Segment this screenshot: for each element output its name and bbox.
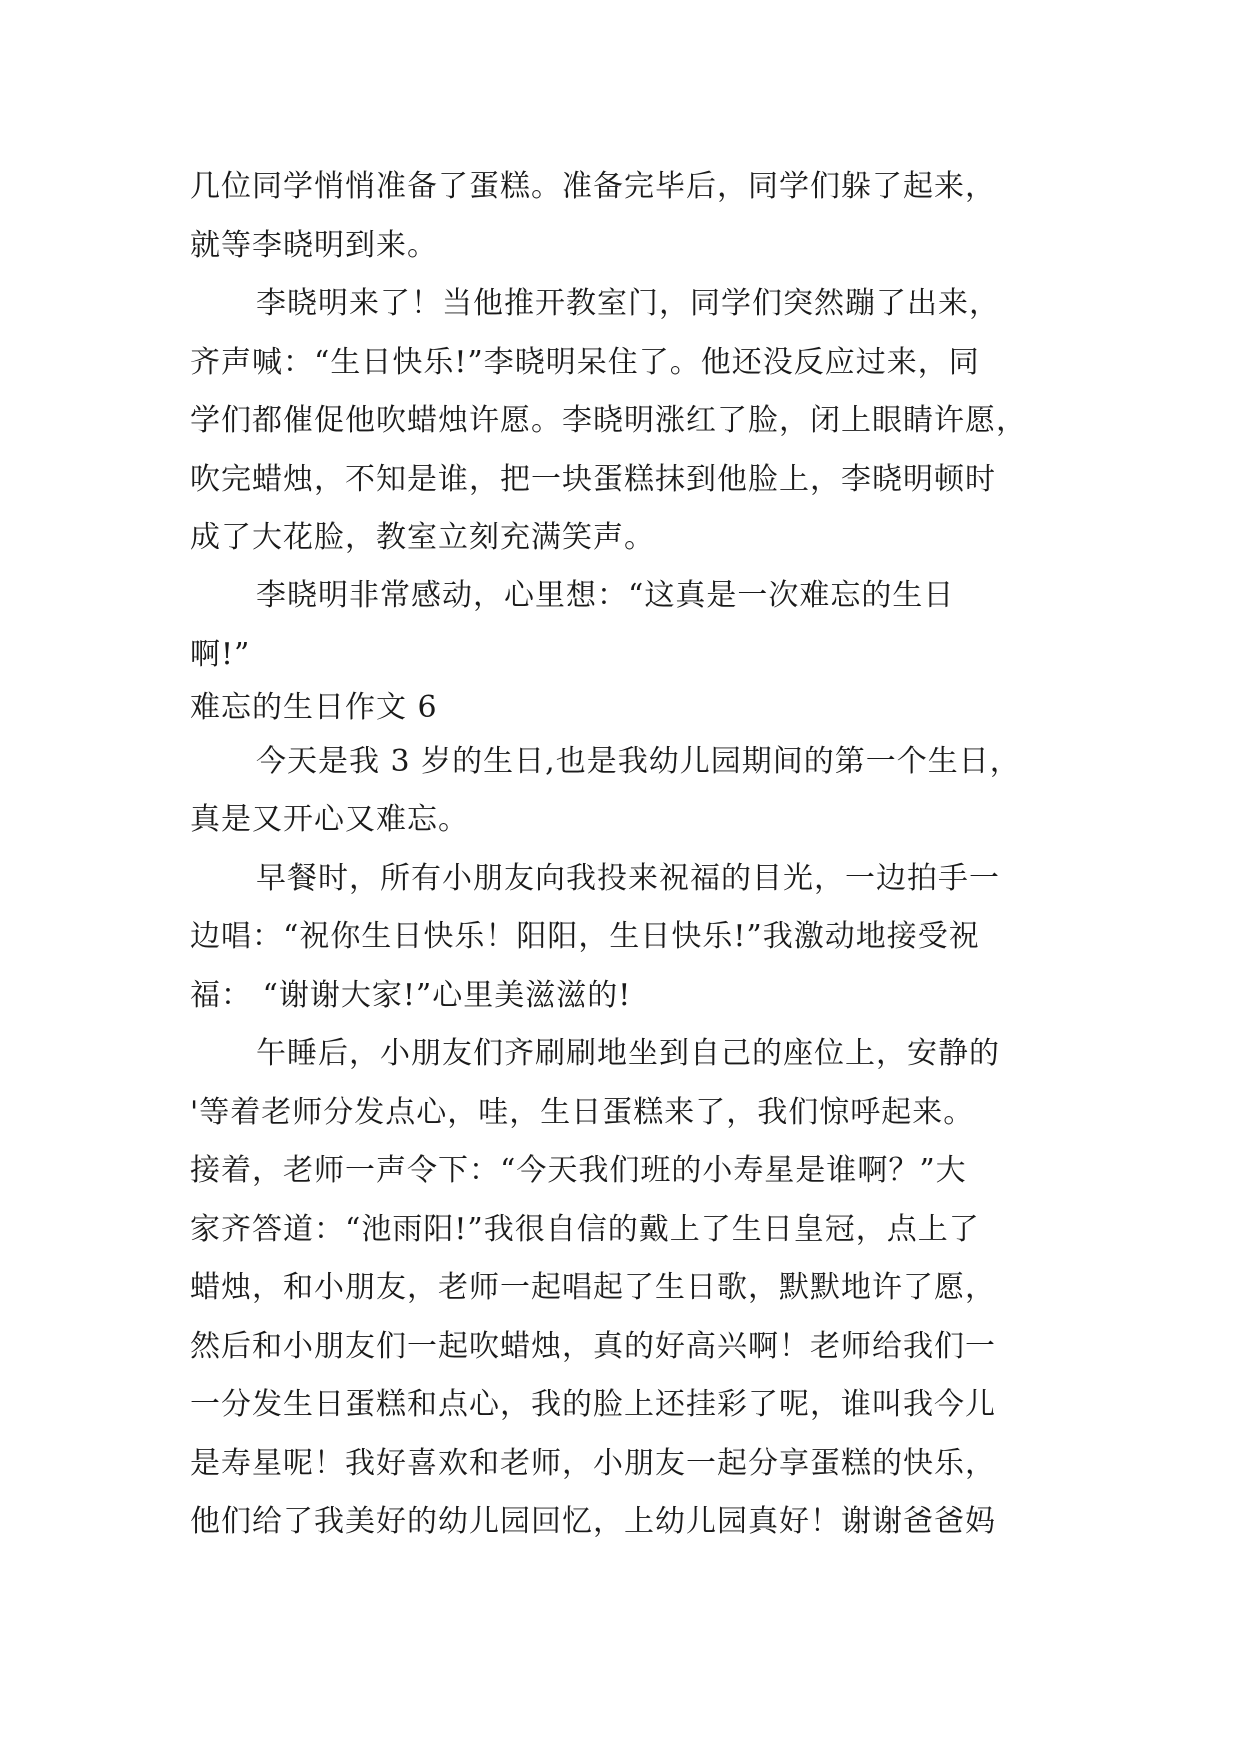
- text-line: 家齐答道：“池雨阳!”我很自信的戴上了生日皇冠，点上了: [190, 1212, 980, 1247]
- text-line: 李晓明来了！当他推开教室门，同学们突然蹦了出来，: [256, 286, 1000, 321]
- text-line: 成了大花脸，教室立刻充满笑声。: [190, 520, 655, 555]
- text-line: 福： “谢谢大家!”心里美滋滋的!: [190, 978, 632, 1013]
- text-line: 蜡烛，和小朋友，老师一起唱起了生日歌，默默地许了愿，: [190, 1270, 996, 1305]
- text-line: 然后和小朋友们一起吹蜡烛，真的好高兴啊！老师给我们一: [190, 1329, 996, 1364]
- text-line: 啊!”: [190, 637, 251, 672]
- text-line: 接着，老师一声令下：“今天我们班的小寿星是谁啊？”大: [190, 1153, 967, 1188]
- text-line: '等着老师分发点心，哇，生日蛋糕来了，我们惊呼起来。: [190, 1095, 975, 1130]
- text-line: 吹完蜡烛，不知是谁，把一块蛋糕抹到他脸上，李晓明顿时: [190, 462, 996, 497]
- section-heading: 难忘的生日作文 6: [190, 690, 438, 725]
- text-line: 齐声喊：“生日快乐!”李晓明呆住了。他还没反应过来，同: [190, 345, 980, 380]
- text-line: 几位同学悄悄准备了蛋糕。准备完毕后，同学们躲了起来，: [190, 169, 996, 204]
- text-line: 早餐时，所有小朋友向我投来祝福的目光，一边拍手一: [256, 861, 1000, 896]
- text-line: 他们给了我美好的幼儿园回忆，上幼儿园真好！谢谢爸爸妈: [190, 1504, 996, 1539]
- text-line: 边唱：“祝你生日快乐！阳阳，生日快乐!”我激动地接受祝: [190, 919, 980, 954]
- text-line: 真是又开心又难忘。: [190, 802, 469, 837]
- text-line: 一分发生日蛋糕和点心，我的脸上还挂彩了呢，谁叫我今儿: [190, 1387, 996, 1422]
- text-line: 是寿星呢！我好喜欢和老师，小朋友一起分享蛋糕的快乐，: [190, 1446, 996, 1481]
- text-line: 学们都催促他吹蜡烛许愿。李晓明涨红了脸，闭上眼睛许愿，: [190, 403, 1027, 438]
- text-line: 午睡后，小朋友们齐刷刷地坐到自己的座位上，安静的: [256, 1036, 1000, 1071]
- text-line: 今天是我 3 岁的生日,也是我幼儿园期间的第一个生日，: [256, 744, 1021, 779]
- text-line: 就等李晓明到来。: [190, 228, 438, 263]
- text-line: 李晓明非常感动，心里想：“这真是一次难忘的生日: [256, 578, 955, 613]
